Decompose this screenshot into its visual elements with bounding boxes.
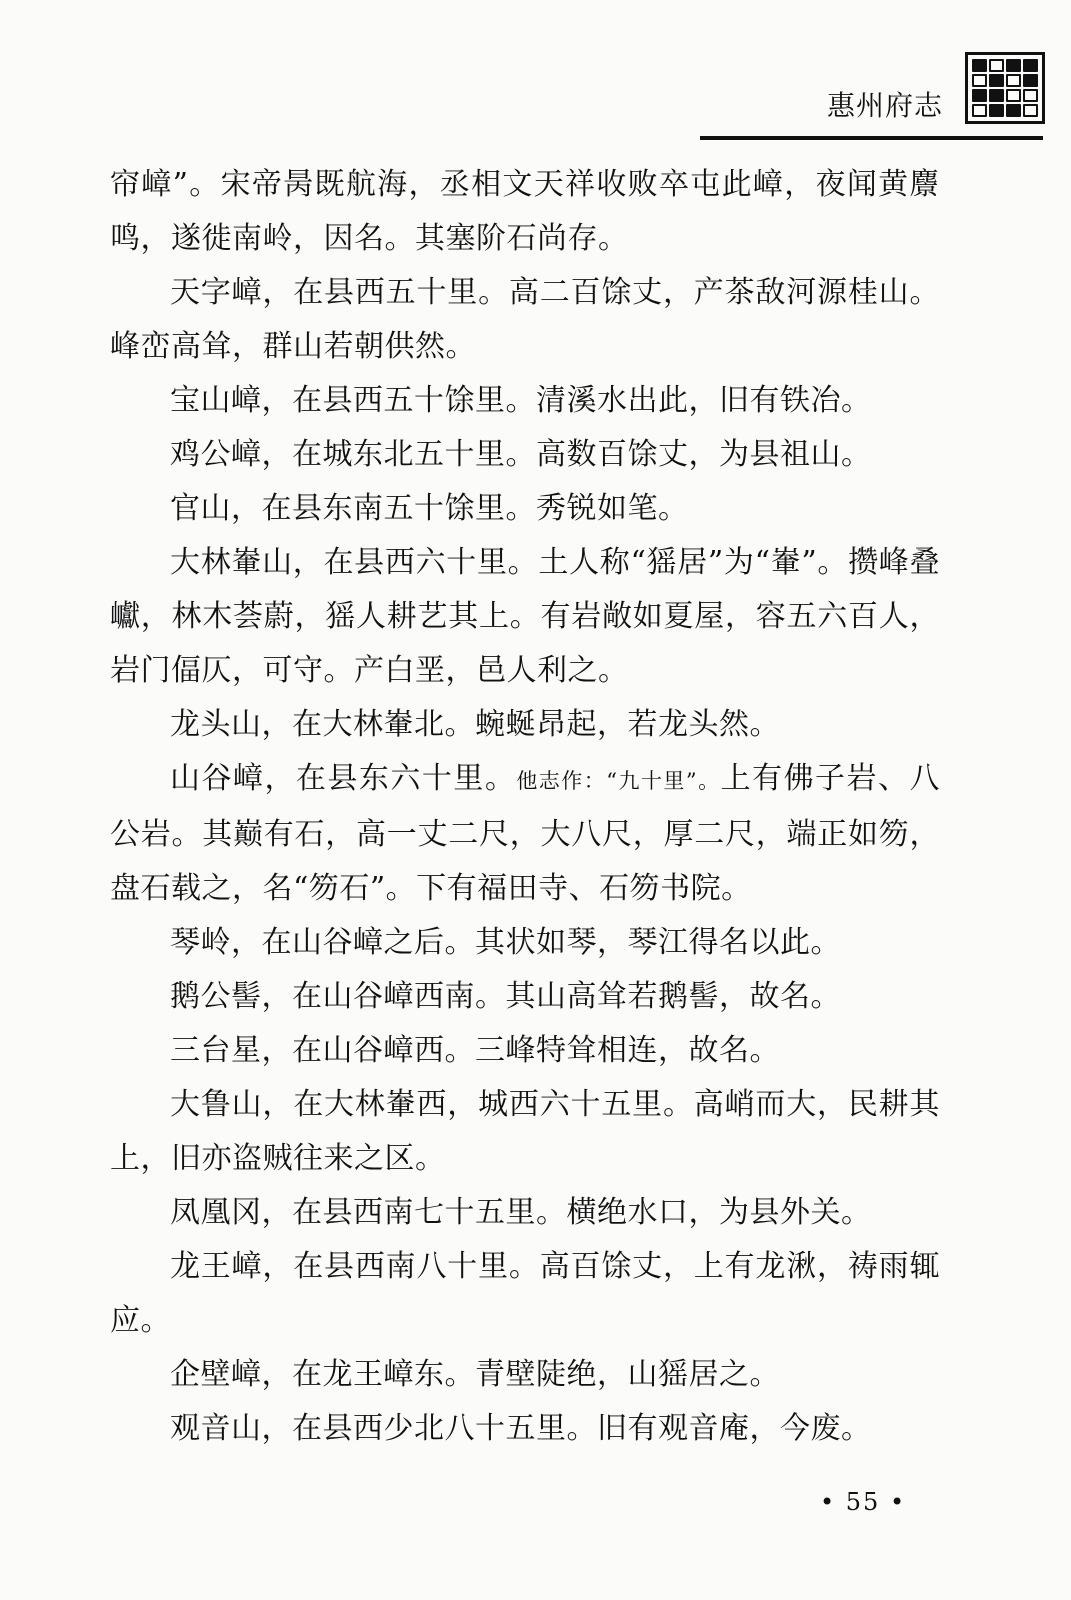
header-title: 惠州府志 xyxy=(826,89,943,122)
paragraph: 龙王嶂，在县西南八十里。高百馀丈，上有龙湫，祷雨辄应。 xyxy=(110,1249,940,1338)
paragraph: 凤凰冈，在县西南七十五里。横绝水口，为县外关。 xyxy=(170,1195,872,1230)
paragraph: 宝山嶂，在县西五十馀里。清溪水出此，旧有铁冶。 xyxy=(170,383,872,418)
annotation-note: 他志作：“九十里”。 xyxy=(516,769,721,793)
paragraph-text: 上有佛子岩、八公岩。其巅有石，高一丈二尺，大八尺，厚二尺，端正如笏，盘石载之，名“笏石”。下有福田寺、石笏书院。 xyxy=(110,761,941,906)
paragraph xyxy=(110,752,940,916)
paragraph: 观音山，在县西少北八十五里。旧有观音庵，今废。 xyxy=(170,1411,872,1446)
paragraph: 鸡公嶂，在城东北五十里。高数百馀丈，为县祖山。 xyxy=(170,437,872,472)
paragraph: 帘嶂”。宋帝昺既航海，丞相文天祥收败卒屯此嶂，夜闻黄麖鸣，遂徙南岭，因名。其塞阶石尚存。 xyxy=(110,167,940,256)
paragraph: 企壁嶂，在龙王嶂东。青壁陡绝，山猺居之。 xyxy=(170,1357,780,1392)
seal-stamp-icon xyxy=(965,52,1045,124)
paragraph: 天字嶂，在县西五十里。高二百馀丈，产茶敌河源桂山。峰峦高耸，群山若朝供然。 xyxy=(110,275,940,364)
body-text xyxy=(110,158,940,1456)
paragraph: 三台星，在山谷嶂西。三峰特耸相连，故名。 xyxy=(170,1033,780,1068)
paragraph: 大鲁山，在大林輋西，城西六十五里。高峭而大，民耕其上，旧亦盗贼往来之区。 xyxy=(110,1087,940,1176)
paragraph: 官山，在县东南五十馀里。秀锐如笔。 xyxy=(170,491,689,526)
header-rule xyxy=(700,136,1043,140)
paragraph-text: 山谷嶂，在县东六十里。 xyxy=(170,761,517,796)
paragraph: 大林輋山，在县西六十里。土人称“猺居”为“輋”。攒峰叠巘，林木荟蔚，猺人耕艺其上。有岩敞如夏屋，容五六百人，岩门偪仄，可守。产白垩，邑人利之。 xyxy=(110,545,940,688)
running-header xyxy=(700,40,1045,138)
paragraph: 龙头山，在大林輋北。蜿蜒昂起，若龙头然。 xyxy=(170,707,780,742)
paragraph: 琴岭，在山谷嶂之后。其状如琴，琴江得名以此。 xyxy=(170,925,841,960)
page-number: • 55 • xyxy=(820,1488,907,1516)
paragraph: 鹅公髻，在山谷嶂西南。其山高耸若鹅髻，故名。 xyxy=(170,979,841,1014)
